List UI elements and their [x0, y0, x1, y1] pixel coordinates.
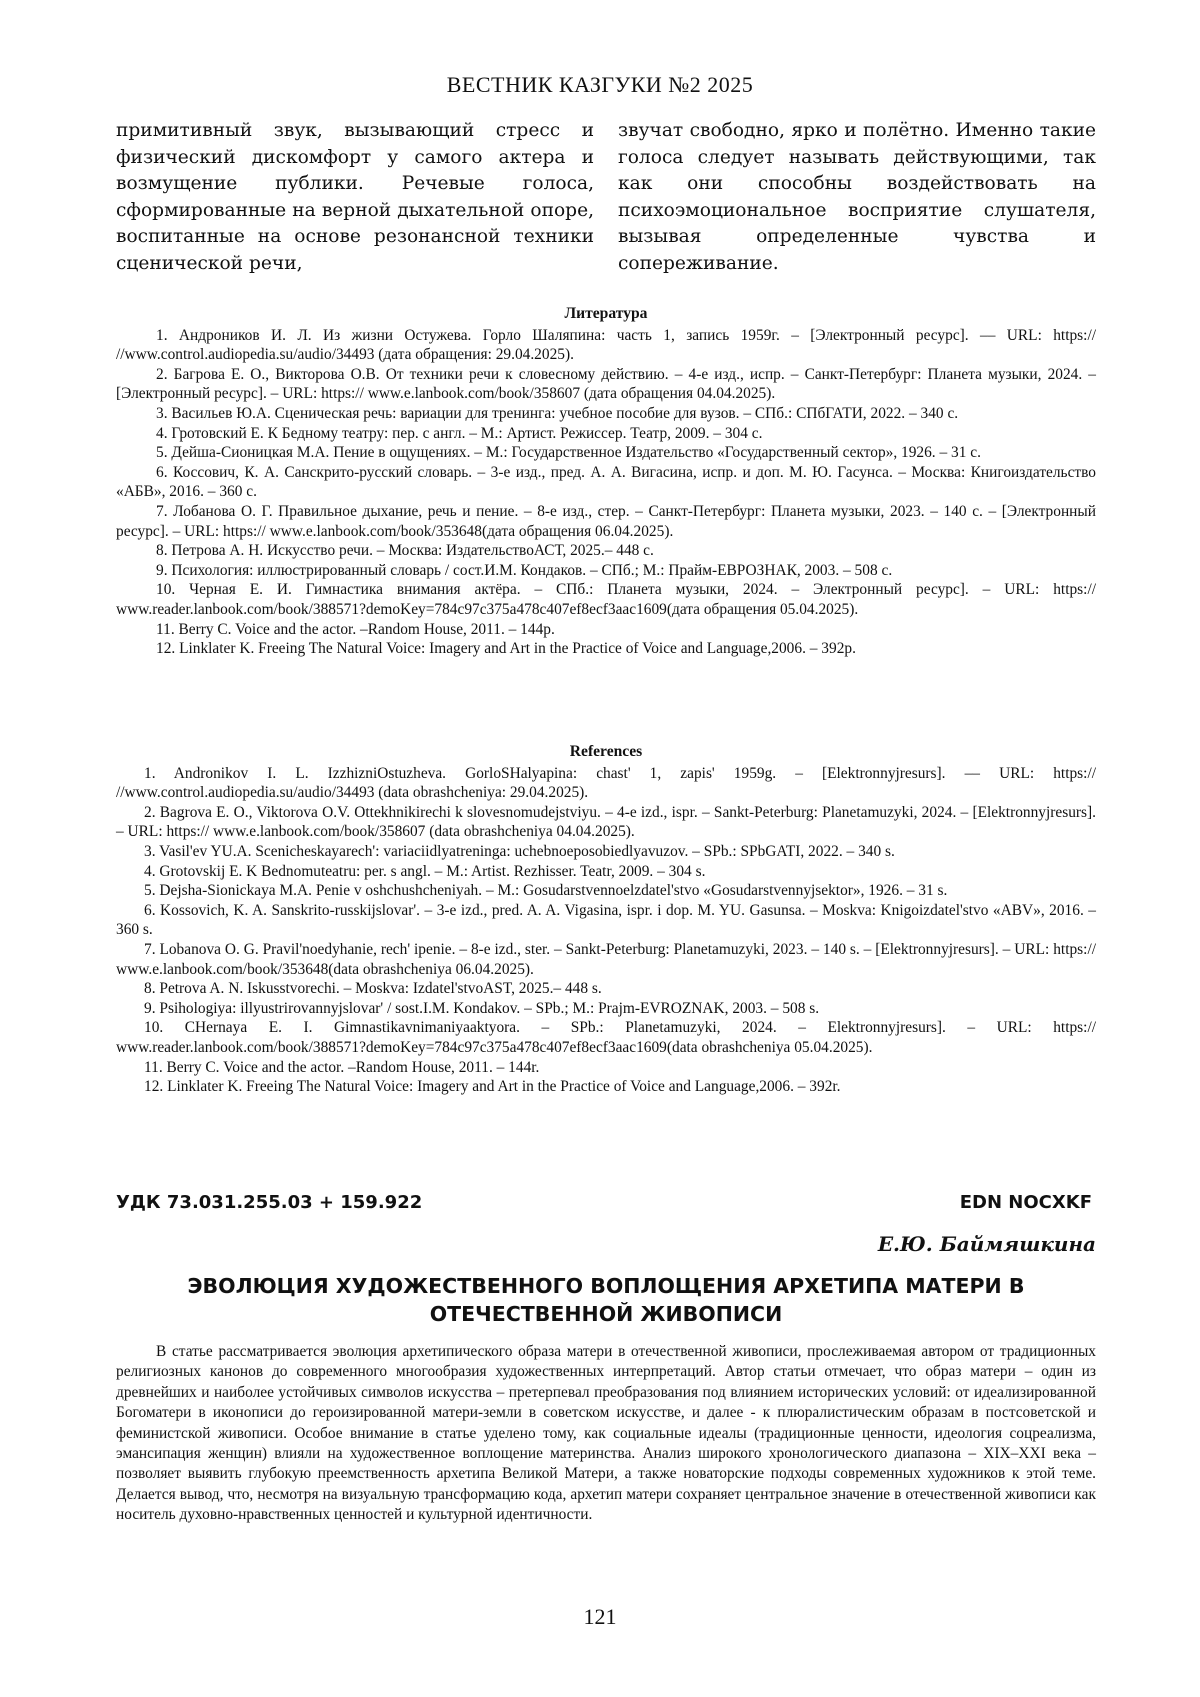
- literature-item: 4. Гротовский Е. К Бедному театру: пер. с англ. – М.: Артист. Режиссер. Театр, 2009. – 304 с.: [156, 424, 763, 442]
- reference-item: 9. Psihologiya: illyustrirovannyjslovar' / sost.I.M. Kondakov. – SPb.; M.: Prajm-EVROZNAK, 2003. – 508 s.: [144, 999, 820, 1017]
- reference-item: 2. Bagrova E. O., Viktorova O.V. Ottekhnikirechi k slovesnomudejstviyu. – 4-e izd., ispr. – Sankt-Peterburg: Planetamuzyki, 2024. – [Elektronnyjresurs]. – URL: https:// www.e.lanbook.com/book/358607 (data obrashcheniya 04.04.2025).: [116, 803, 1096, 841]
- literature-item: 8. Петрова А. Н. Искусство речи. – Москва: ИздательствоАСТ, 2025.– 448 с.: [156, 542, 654, 560]
- literature-item: 3. Васильев Ю.А. Сценическая речь: вариации для тренинга: учебное пособие для вузов. – СПб.: СПбГАТИ, 2022. – 340 с.: [156, 404, 959, 422]
- article-author: Е.Ю. Баймяшкина: [877, 1232, 1096, 1256]
- literature-item: 9. Психология: иллюстрированный словарь / сост.И.М. Кондаков. – СПб.; М.: Прайм-ЕВРОЗНАК, 2003. – 508 с.: [156, 561, 893, 579]
- right-column: звучат свободно, ярко и полётно. Именно такие голоса следует называть действующими, так как они способны воздействовать на психоэмоциональное восприятие слушателя, вызывая определенные чувства и сопереживание.: [618, 120, 1096, 274]
- literature-heading: Литература: [564, 305, 648, 322]
- page-number: 121: [583, 1604, 617, 1629]
- literature-item: 1. Андроников И. Л. Из жизни Остужева. Горло Шаляпина: часть 1, запись 1959г. – [Электронный ресурс]. –– URL: https:// //www.control.audiopedia.su/audio/34493 (дата обращения: 29.04.2025).: [116, 326, 1096, 364]
- udk-code: УДК 73.031.255.03 + 159.922: [116, 1192, 423, 1213]
- literature-item: 11. Berry C. Voice and the actor. –Random House, 2011. – 144р.: [156, 620, 555, 638]
- article-title: ЭВОЛЮЦИЯ ХУДОЖЕСТВЕННОГО ВОПЛОЩЕНИЯ АРХЕТИПА МАТЕРИ В ОТЕЧЕСТВЕННОЙ ЖИВОПИСИ: [187, 1274, 1025, 1326]
- reference-item: 5. Dejsha-Sionickaya M.A. Penie v oshchushcheniyah. – M.: Gosudarstvennoelzdatel'stvo «Gosudarstvennyjsektor», 1926. – 31 s.: [144, 882, 948, 900]
- literature-section: [116, 304, 1096, 659]
- reference-item: 12. Linklater K. Freeing The Natural Voice: Imagery and Art in the Practice of Voice and Language,2006. – 392r.: [144, 1078, 841, 1096]
- reference-item: 4. Grotovskij E. K Bednomuteatru: per. s angl. – M.: Artist. Rezhisser. Teatr, 2009. – 304 s.: [144, 862, 706, 880]
- reference-item: 1. Andronikov I. L. IzzhizniOstuzheva. GorloSHalyapina: chast' 1, zapis' 1959g. – [Elektronnyjresurs]. –– URL: https:// //www.control.audiopedia.su/audio/34493 (data obrashcheniya: 29.04.2025).: [116, 764, 1096, 802]
- literature-item: 12. Linklater K. Freeing The Natural Voice: Imagery and Art in the Practice of Voice and Language,2006. – 392р.: [156, 640, 856, 658]
- reference-item: 6. Kossovich, K. A. Sanskrito-russkijslovar'. – 3-e izd., pred. A. A. Vigasina, ispr. i dop. M. YU. Gasunsa. – Moskva: Knigoizdatel'stvo «ABV», 2016. – 360 s.: [116, 901, 1096, 939]
- continuation-text: [116, 118, 1096, 278]
- running-title: ВЕСТНИК КАЗГУКИ №2 2025: [446, 72, 754, 97]
- classification-row: [116, 1192, 1092, 1213]
- reference-item: 8. Petrova A. N. Iskusstvorechi. – Moskva: Izdatel'stvoAST, 2025.– 448 s.: [144, 980, 602, 998]
- edn-code: EDN NOCXKF: [959, 1192, 1092, 1213]
- reference-item: 11. Berry C. Voice and the actor. –Random House, 2011. – 144r.: [144, 1058, 540, 1076]
- literature-item: 10. Черная Е. И. Гимнастика внимания актёра. – СПб.: Планета музыки, 2024. – Электронный ресурс]. – URL: https:// www.reader.lanbook.com/book/388571?demoKey=784c97c375a478c407ef8ecf3aac1609(дата обращения 05.04.2025).: [116, 581, 1096, 618]
- article-abstract: В статье рассматривается эволюция архетипического образа матери в отечественной живописи, прослеживаемая автором от традиционных религиозных канонов до современного многообразия художественных интерпретаций. Автор статьи отмечает, что образ матери – один из древнейших и наиболее устойчивых символов искусства – претерпевал преобразования под влиянием исторических условий: от идеализированной Богоматери в иконописи до героизированной матери-земли в советском искусстве, и далее - к плюралистическим образам в постсоветской и феминистской живописи. Особое внимание в статье уделено тому, как социальные идеалы (традиционные ценности, идеология соцреализма, эмансипация женщин) влияли на художественное воплощение материнства. Анализ широкого хронологического диапазона – XIX–XXI века – позволяет выявить глубокую преемственность архетипа Великой Матери, а также новаторские подходы современных художников к этой теме. Делается вывод, что, несмотря на визуальную трансформацию кода, архетип матери сохраняет центральное значение в отечественной живописи как носитель духовно-нравственных ценностей и культурной идентичности.: [116, 1343, 1096, 1524]
- references-heading: References: [569, 743, 643, 760]
- left-column: примитивный звук, вызывающий стресс и физический дискомфорт у самого актера и возмущение публики. Речевые голоса, сформированные на верной дыхательной опоре, воспитанные на основе резонансной техники сценической речи,: [116, 120, 594, 274]
- literature-item: 2. Багрова Е. О., Викторова О.В. От техники речи к словесному действию. – 4-е изд., испр. – Санкт-Петербург: Планета музыки, 2024. – [Электронный ресурс]. – URL: https:// www.e.lanbook.com/book/358607 (дата обращения 04.04.2025).: [116, 365, 1096, 403]
- reference-item: 10. CHernaya E. I. Gimnastikavnimaniyaaktyora. – SPb.: Planetamuzyki, 2024. – Elektronnyjresurs]. – URL: https:// www.reader.lanbook.com/book/388571?demoKey=784c97c375a478c407ef8ecf3aac1609(data obrashcheniya 05.04.2025).: [116, 1019, 1096, 1056]
- literature-item: 5. Дейша-Сионицкая М.А. Пение в ощущениях. – М.: Государственное Издательство «Государственный сектор», 1926. – 31 с.: [156, 444, 981, 462]
- reference-item: 7. Lobanova O. G. Pravil'noedyhanie, rech' ipenie. – 8-e izd., ster. – Sankt-Peterburg: Planetamuzyki, 2023. – 140 s. – [Elektronnyjresurs]. – URL: https:// www.e.lanbook.com/book/353648(data obrashcheniya 06.04.2025).: [116, 940, 1096, 978]
- literature-item: 7. Лобанова О. Г. Правильное дыхание, речь и пение. – 8-е изд., стер. – Санкт-Петербург: Планета музыки, 2023. – 140 с. – [Электронный ресурс]. – URL: https:// www.e.lanbook.com/book/353648(дата обращения 06.04.2025).: [116, 502, 1096, 540]
- literature-item: 6. Коссович, К. А. Санскрито-русский словарь. – 3-е изд., пред. А. А. Вигасина, испр. и доп. М. Ю. Гасунса. – Москва: Книгоиздательство «АБВ», 2016. – 360 с.: [116, 463, 1096, 501]
- references-section: [116, 742, 1096, 1097]
- reference-item: 3. Vasil'ev YU.A. Scenicheskayarech': variaciidlyatreninga: uchebnoeposobiedlyavuzov. – SPb.: SPbGATI, 2022. – 340 s.: [144, 842, 895, 860]
